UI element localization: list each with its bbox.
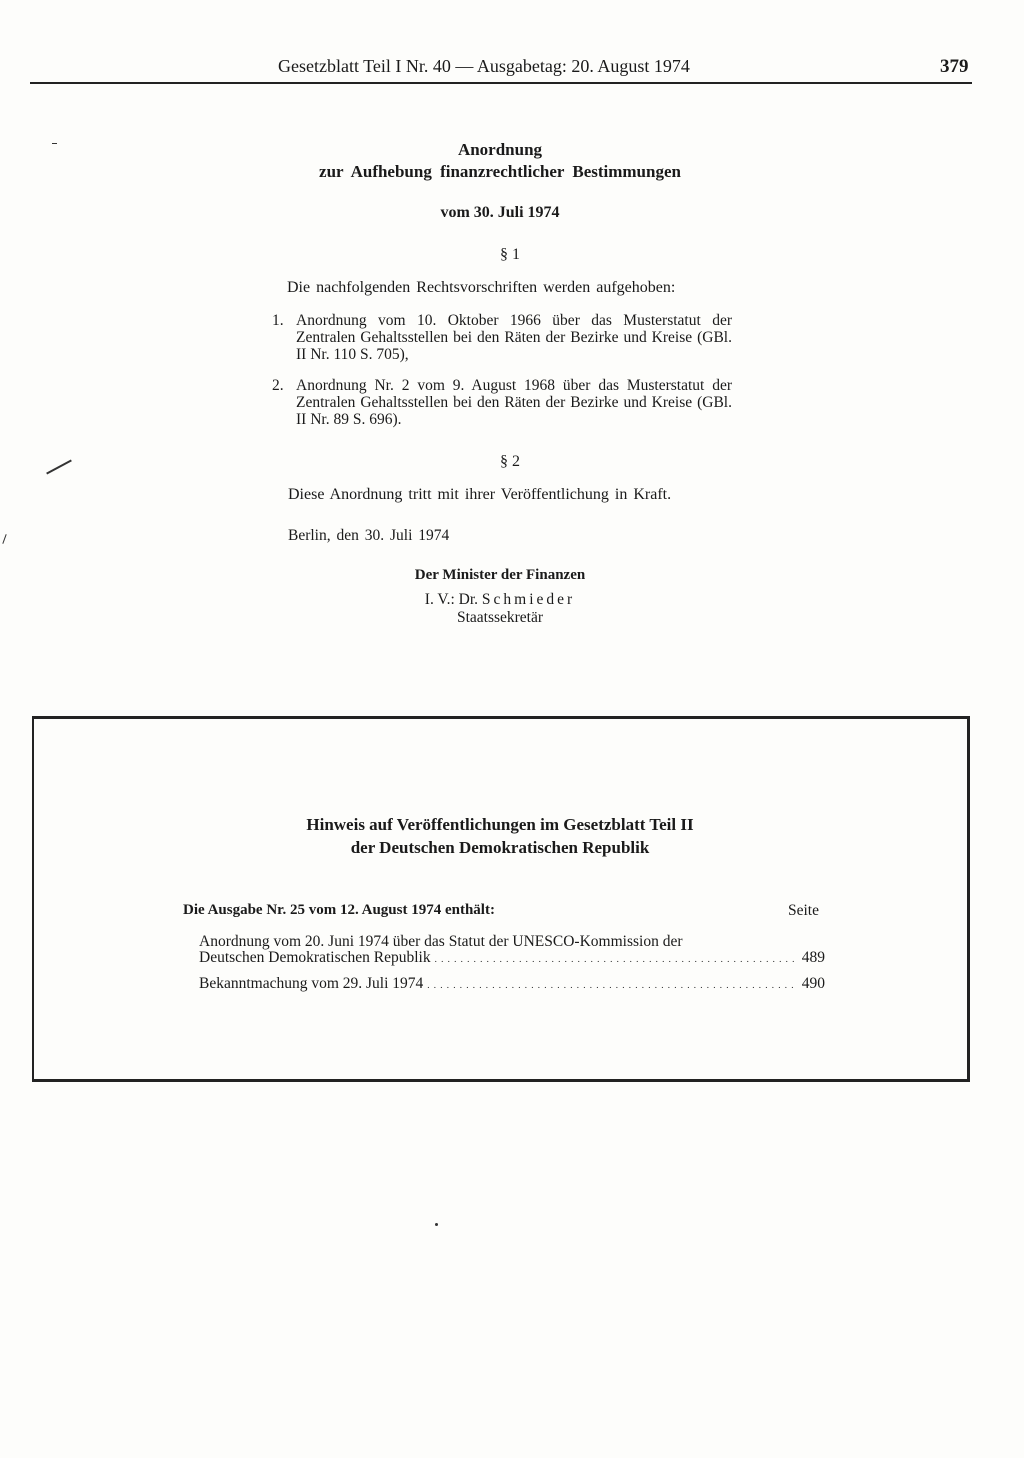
scan-mark: [52, 143, 57, 144]
issue-heading: Die Ausgabe Nr. 25 vom 12. August 1974 enthält:: [183, 902, 495, 918]
list-item-number: 1.: [272, 312, 284, 329]
ordinance-title: Anordnung: [457, 140, 543, 159]
list-item-text: Anordnung Nr. 2 vom 9. August 1968 über das Musterstatut der Zentralen Gehaltsstellen bei den Räten der Bezirke und Kreise (GBl. II Nr. 89 S. 696).: [296, 377, 732, 428]
scan-mark: [435, 1223, 438, 1226]
list-item-number: 2.: [272, 377, 284, 394]
header-rule: [30, 82, 972, 84]
page-number: 379: [940, 56, 969, 77]
signer-line: [300, 591, 700, 609]
notice-box: [32, 716, 970, 1082]
section-1-intro: Die nachfolgenden Rechtsvorschriften werden aufgehoben:: [287, 279, 676, 296]
toc-entry-line: Bekanntmachung vom 29. Juli 1974: [199, 975, 424, 992]
list-item-text: Anordnung vom 10. Oktober 1966 über das Musterstatut der Zentralen Gehaltsstellen bei den Räten der Bezirke und Kreise (GBl. II Nr. 110 S. 705),: [296, 312, 732, 363]
notice-title: Hinweis auf Veröffentlichungen im Gesetzblatt Teil II: [306, 815, 694, 834]
signer-title: Staatssekretär: [456, 609, 544, 626]
section-2-text: Diese Anordnung tritt mit ihrer Veröffentlichung in Kraft.: [288, 486, 672, 503]
page-column-label: Seite: [788, 902, 819, 919]
place-and-date: Berlin, den 30. Juli 1974: [288, 527, 450, 544]
ordinance-subtitle: zur Aufhebung finanzrechtlicher Bestimmungen: [319, 162, 681, 181]
dot-leader: [435, 950, 795, 967]
toc-entry-line: Anordnung vom 20. Juni 1974 über das Statut der UNESCO-Kommission der: [199, 933, 683, 950]
running-header-title: Gesetzblatt Teil I Nr. 40 — Ausgabetag: 20. August 1974: [278, 56, 690, 76]
scan-mark: [46, 460, 72, 475]
list-item: [272, 377, 732, 428]
notice-subtitle: der Deutschen Demokratischen Republik: [350, 838, 650, 857]
dot-leader: [427, 976, 795, 993]
signer-organization: Der Minister der Finanzen: [414, 567, 586, 583]
section-2-heading: § 2: [500, 453, 520, 470]
scan-mark: [2, 534, 6, 544]
signer-name: Schmieder: [481, 591, 576, 608]
toc-entry-line: Deutschen Demokratischen Republik: [199, 949, 431, 966]
section-1-heading: § 1: [500, 246, 520, 263]
ordinance-date: vom 30. Juli 1974: [440, 204, 560, 221]
toc-entry-page: 489: [801, 949, 825, 966]
toc-entry-page: 490: [801, 975, 825, 992]
list-item: [272, 312, 732, 363]
toc-entry: [199, 976, 825, 993]
signer-prefix: I. V.: Dr.: [424, 591, 479, 608]
toc-entry: [199, 934, 825, 967]
